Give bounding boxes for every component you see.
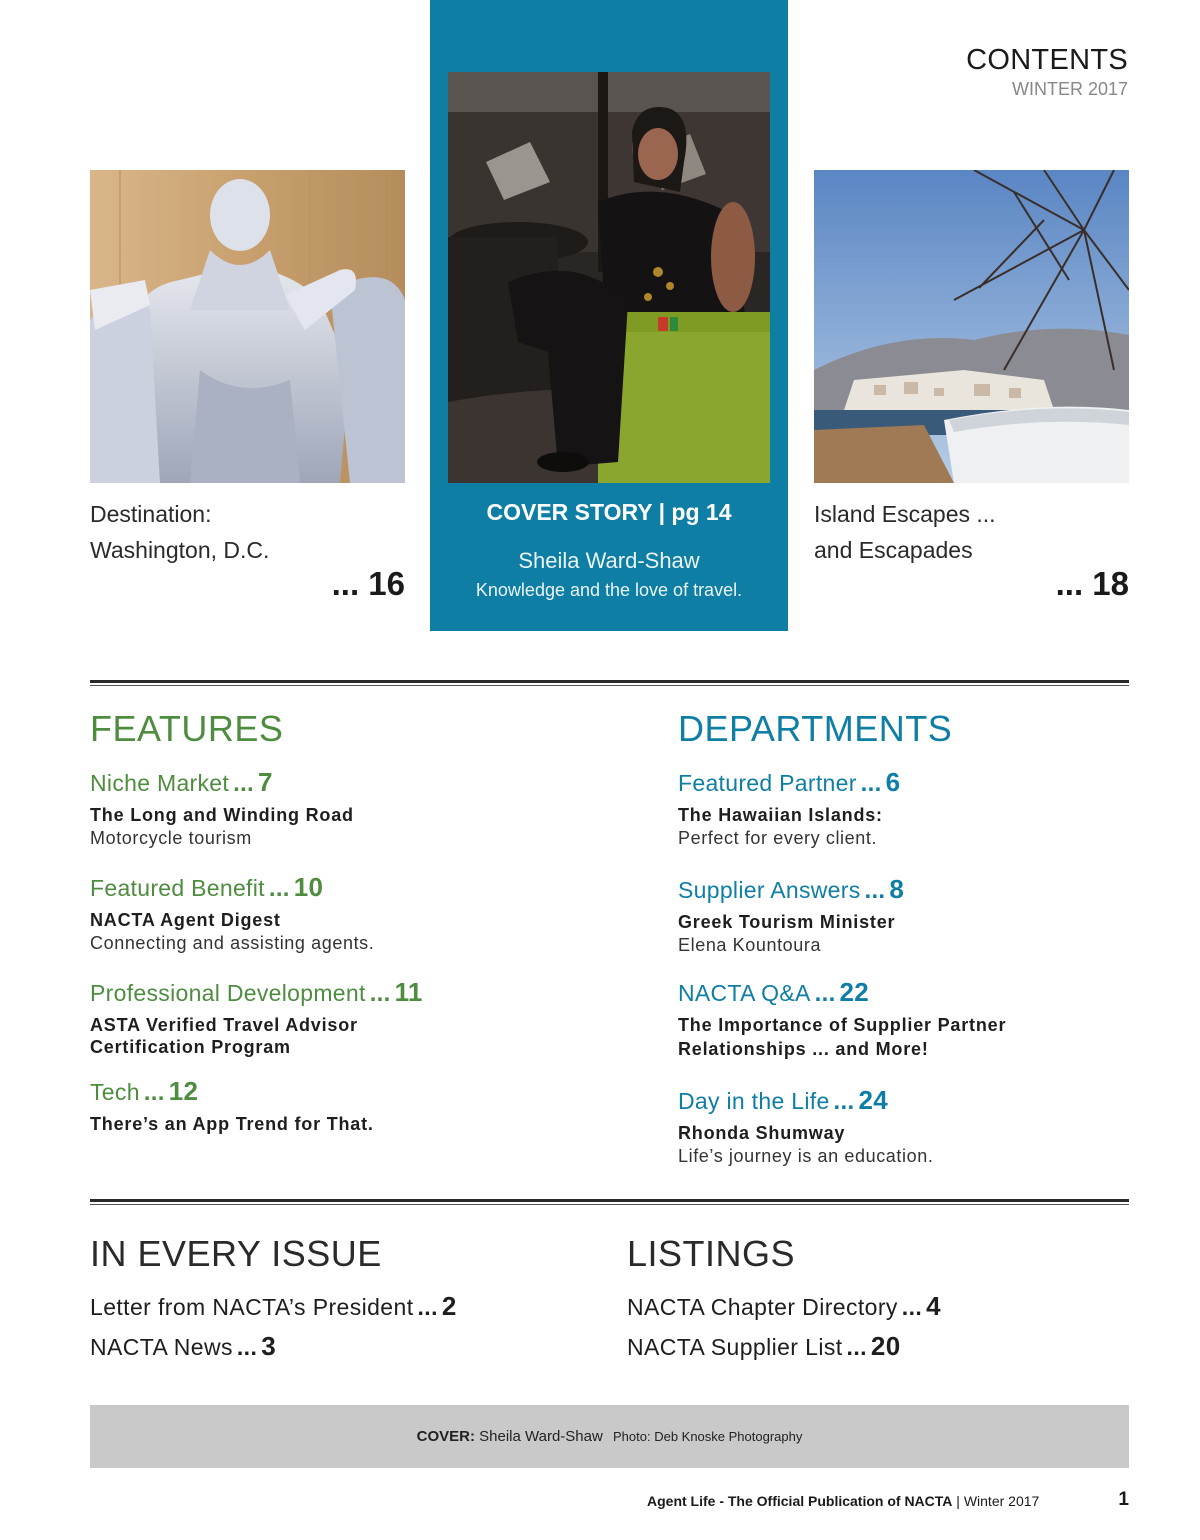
every-issue-item-nacta-news[interactable]: NACTA News ... 3: [90, 1331, 277, 1361]
entry-subtitle: NACTA Agent Digest: [90, 910, 281, 930]
department-entry-featured-partner[interactable]: [678, 767, 900, 850]
entry-subtitle: The Long and Winding Road: [90, 805, 354, 825]
entry-description: Motorcycle tourism: [90, 828, 252, 848]
entry-title: NACTA Q&A ... 22: [678, 977, 870, 1007]
destination-line2: Washington, D.C.: [90, 537, 270, 563]
departments-heading: DEPARTMENTS: [678, 708, 953, 749]
island-page-ref[interactable]: ... 18: [1055, 565, 1129, 602]
entry-subtitle: There’s an App Trend for That.: [90, 1114, 374, 1134]
lincoln-memorial-photo[interactable]: [90, 170, 405, 483]
feature-entry-featured-benefit[interactable]: [90, 872, 374, 955]
cover-story-label: COVER STORY | pg 14: [486, 499, 732, 525]
every-issue-item-president-letter[interactable]: Letter from NACTA’s President ... 2: [90, 1291, 457, 1321]
entry-title: Professional Development ... 11: [90, 977, 423, 1007]
entry-subtitle-line2: Certification Program: [90, 1037, 291, 1057]
cover-portrait-photo: [448, 72, 770, 483]
entry-subtitle: ASTA Verified Travel Advisor: [90, 1015, 358, 1035]
footer-publication: Agent Life - The Official Publication of NACTA: [647, 1493, 953, 1509]
entry-title: Supplier Answers ... 8: [678, 874, 905, 904]
entry-description: Connecting and assisting agents.: [90, 933, 375, 953]
page-title: CONTENTS: [966, 44, 1128, 76]
footer: [647, 1493, 1039, 1509]
every-issue-heading: IN EVERY ISSUE: [90, 1233, 382, 1274]
cover-story-panel[interactable]: [430, 0, 788, 631]
feature-entry-professional-development[interactable]: [90, 977, 423, 1058]
department-entry-nacta-qa[interactable]: [678, 977, 1006, 1060]
page-number: 1: [1118, 1489, 1129, 1510]
feature-entry-tech[interactable]: [90, 1076, 374, 1135]
destination-caption: [90, 496, 269, 568]
entry-subtitle: Greek Tourism Minister: [678, 912, 896, 932]
entry-title: Featured Benefit ... 10: [90, 872, 324, 902]
listing-item-chapter-directory[interactable]: NACTA Chapter Directory ... 4: [627, 1291, 942, 1321]
features-heading: FEATURES: [90, 708, 284, 749]
greek-island-photo[interactable]: [814, 170, 1129, 483]
entry-description: Perfect for every client.: [678, 828, 878, 848]
department-entry-day-in-the-life[interactable]: [678, 1085, 933, 1168]
listings-heading: LISTINGS: [627, 1233, 796, 1274]
cover-credit-label: COVER:: [416, 1428, 475, 1445]
contents-header: [966, 44, 1128, 100]
issue-label: WINTER 2017: [1011, 79, 1128, 99]
island-line2: and Escapades: [814, 537, 973, 563]
cover-credit-name: Sheila Ward-Shaw: [479, 1428, 603, 1445]
section-divider-top: [90, 680, 1129, 686]
cover-story-tagline: Knowledge and the love of travel.: [475, 580, 743, 600]
entry-subtitle: Rhonda Shumway: [678, 1123, 846, 1143]
entry-subtitle: The Importance of Supplier Partner: [678, 1015, 1007, 1035]
feature-entry-niche-market[interactable]: [90, 767, 354, 850]
entry-description: Life’s journey is an education.: [678, 1146, 934, 1166]
island-caption: [814, 496, 996, 568]
photo-credit: Photo: Deb Knoske Photography: [613, 1429, 803, 1444]
section-divider-bottom: [90, 1199, 1129, 1205]
entry-title: Tech ... 12: [90, 1076, 199, 1106]
entry-description: Elena Kountoura: [678, 935, 822, 955]
footer-issue: | Winter 2017: [956, 1493, 1040, 1509]
island-line1: Island Escapes ...: [814, 501, 996, 527]
cover-story-name: Sheila Ward-Shaw: [518, 548, 700, 573]
destination-page-ref[interactable]: ... 16: [331, 565, 405, 602]
entry-title: Niche Market ... 7: [90, 767, 273, 797]
entry-subtitle-line2: Relationships ... and More!: [678, 1039, 929, 1059]
cover-credit-bar: [90, 1405, 1129, 1468]
department-entry-supplier-answers[interactable]: [678, 874, 904, 957]
entry-title: Day in the Life ... 24: [678, 1085, 888, 1115]
listing-item-supplier-list[interactable]: NACTA Supplier List ... 20: [627, 1331, 901, 1361]
entry-subtitle: The Hawaiian Islands:: [678, 805, 883, 825]
destination-line1: Destination:: [90, 501, 212, 527]
entry-title: Featured Partner ... 6: [678, 767, 901, 797]
